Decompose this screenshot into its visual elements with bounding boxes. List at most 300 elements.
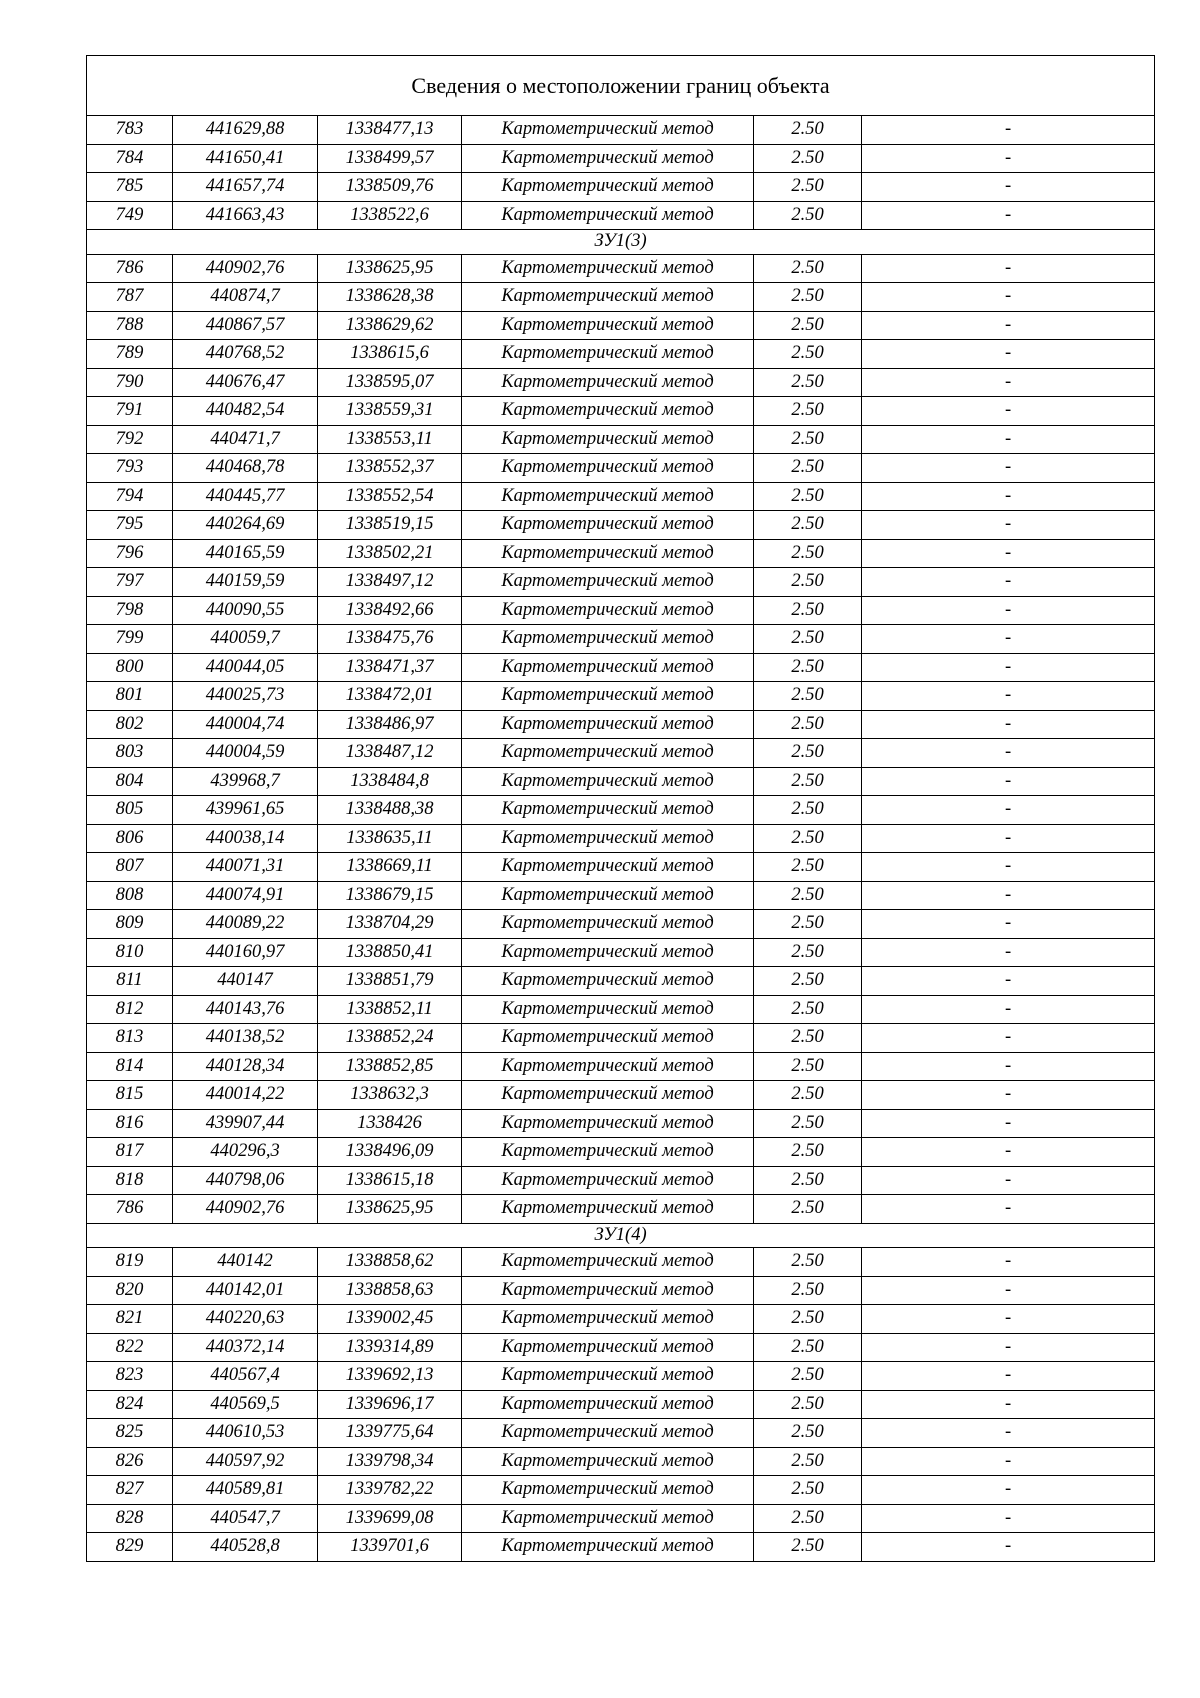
y-coordinate-cell: 1338858,63 xyxy=(318,1276,462,1305)
x-coordinate-cell: 439907,44 xyxy=(173,1109,318,1138)
y-coordinate-cell: 1338850,41 xyxy=(318,938,462,967)
accuracy-cell: 2.50 xyxy=(754,682,862,711)
point-number-cell: 798 xyxy=(87,596,173,625)
y-coordinate-cell: 1338559,31 xyxy=(318,397,462,426)
x-coordinate-cell: 439968,7 xyxy=(173,767,318,796)
y-coordinate-cell: 1338499,57 xyxy=(318,144,462,173)
point-number-cell: 826 xyxy=(87,1447,173,1476)
accuracy-cell: 2.50 xyxy=(754,116,862,145)
y-coordinate-cell: 1338484,8 xyxy=(318,767,462,796)
note-cell: - xyxy=(862,311,1155,340)
accuracy-cell: 2.50 xyxy=(754,1305,862,1334)
x-coordinate-cell: 440090,55 xyxy=(173,596,318,625)
method-cell: Картометрический метод xyxy=(462,596,754,625)
note-cell: - xyxy=(862,739,1155,768)
y-coordinate-cell: 1339314,89 xyxy=(318,1333,462,1362)
accuracy-cell: 2.50 xyxy=(754,1052,862,1081)
note-cell: - xyxy=(862,201,1155,230)
point-number-cell: 829 xyxy=(87,1533,173,1562)
method-cell: Картометрический метод xyxy=(462,397,754,426)
point-number-cell: 795 xyxy=(87,511,173,540)
point-number-cell: 784 xyxy=(87,144,173,173)
table-row xyxy=(87,682,1155,711)
table-row xyxy=(87,853,1155,882)
note-cell: - xyxy=(862,1419,1155,1448)
note-cell: - xyxy=(862,368,1155,397)
y-coordinate-cell: 1338852,24 xyxy=(318,1024,462,1053)
note-cell: - xyxy=(862,425,1155,454)
point-number-cell: 811 xyxy=(87,967,173,996)
y-coordinate-cell: 1338858,62 xyxy=(318,1248,462,1277)
accuracy-cell: 2.50 xyxy=(754,1533,862,1562)
point-number-cell: 821 xyxy=(87,1305,173,1334)
y-coordinate-cell: 1338625,95 xyxy=(318,254,462,283)
x-coordinate-cell: 440143,76 xyxy=(173,995,318,1024)
x-coordinate-cell: 440220,63 xyxy=(173,1305,318,1334)
note-cell: - xyxy=(862,682,1155,711)
x-coordinate-cell: 440059,7 xyxy=(173,625,318,654)
point-number-cell: 825 xyxy=(87,1419,173,1448)
accuracy-cell: 2.50 xyxy=(754,967,862,996)
note-cell: - xyxy=(862,596,1155,625)
table-row xyxy=(87,1476,1155,1505)
point-number-cell: 803 xyxy=(87,739,173,768)
table-row xyxy=(87,1109,1155,1138)
note-cell: - xyxy=(862,1305,1155,1334)
table-row xyxy=(87,173,1155,202)
table-row xyxy=(87,1052,1155,1081)
x-coordinate-cell: 440014,22 xyxy=(173,1081,318,1110)
table-row xyxy=(87,1248,1155,1277)
note-cell: - xyxy=(862,283,1155,312)
point-number-cell: 799 xyxy=(87,625,173,654)
point-number-cell: 787 xyxy=(87,283,173,312)
point-number-cell: 788 xyxy=(87,311,173,340)
point-number-cell: 801 xyxy=(87,682,173,711)
table-row xyxy=(87,1138,1155,1167)
table-row xyxy=(87,653,1155,682)
method-cell: Картометрический метод xyxy=(462,425,754,454)
note-cell: - xyxy=(862,710,1155,739)
method-cell: Картометрический метод xyxy=(462,144,754,173)
y-coordinate-cell: 1338552,37 xyxy=(318,454,462,483)
point-number-cell: 749 xyxy=(87,201,173,230)
point-number-cell: 797 xyxy=(87,568,173,597)
table-row xyxy=(87,596,1155,625)
method-cell: Картометрический метод xyxy=(462,995,754,1024)
note-cell: - xyxy=(862,254,1155,283)
note-cell: - xyxy=(862,824,1155,853)
method-cell: Картометрический метод xyxy=(462,568,754,597)
note-cell: - xyxy=(862,511,1155,540)
accuracy-cell: 2.50 xyxy=(754,340,862,369)
table-row xyxy=(87,1195,1155,1224)
accuracy-cell: 2.50 xyxy=(754,368,862,397)
accuracy-cell: 2.50 xyxy=(754,482,862,511)
note-cell: - xyxy=(862,1504,1155,1533)
note-cell: - xyxy=(862,1390,1155,1419)
x-coordinate-cell: 441629,88 xyxy=(173,116,318,145)
method-cell: Картометрический метод xyxy=(462,853,754,882)
note-cell: - xyxy=(862,1024,1155,1053)
y-coordinate-cell: 1338615,6 xyxy=(318,340,462,369)
x-coordinate-cell: 440142,01 xyxy=(173,1276,318,1305)
x-coordinate-cell: 440768,52 xyxy=(173,340,318,369)
y-coordinate-cell: 1339782,22 xyxy=(318,1476,462,1505)
accuracy-cell: 2.50 xyxy=(754,1024,862,1053)
table-row xyxy=(87,1024,1155,1053)
point-number-cell: 818 xyxy=(87,1166,173,1195)
point-number-cell: 822 xyxy=(87,1333,173,1362)
accuracy-cell: 2.50 xyxy=(754,995,862,1024)
y-coordinate-cell: 1338552,54 xyxy=(318,482,462,511)
table-row xyxy=(87,116,1155,145)
note-cell: - xyxy=(862,1333,1155,1362)
point-number-cell: 808 xyxy=(87,881,173,910)
method-cell: Картометрический метод xyxy=(462,796,754,825)
y-coordinate-cell: 1338426 xyxy=(318,1109,462,1138)
method-cell: Картометрический метод xyxy=(462,1081,754,1110)
table-row xyxy=(87,938,1155,967)
method-cell: Картометрический метод xyxy=(462,767,754,796)
method-cell: Картометрический метод xyxy=(462,824,754,853)
x-coordinate-cell: 440160,97 xyxy=(173,938,318,967)
note-cell: - xyxy=(862,1052,1155,1081)
table-row xyxy=(87,482,1155,511)
point-number-cell: 805 xyxy=(87,796,173,825)
accuracy-cell: 2.50 xyxy=(754,596,862,625)
y-coordinate-cell: 1338629,62 xyxy=(318,311,462,340)
accuracy-cell: 2.50 xyxy=(754,1166,862,1195)
point-number-cell: 819 xyxy=(87,1248,173,1277)
accuracy-cell: 2.50 xyxy=(754,938,862,967)
x-coordinate-cell: 440074,91 xyxy=(173,881,318,910)
x-coordinate-cell: 441650,41 xyxy=(173,144,318,173)
table-row xyxy=(87,995,1155,1024)
accuracy-cell: 2.50 xyxy=(754,1362,862,1391)
table-row xyxy=(87,539,1155,568)
accuracy-cell: 2.50 xyxy=(754,1476,862,1505)
accuracy-cell: 2.50 xyxy=(754,1447,862,1476)
note-cell: - xyxy=(862,910,1155,939)
accuracy-cell: 2.50 xyxy=(754,201,862,230)
table-row xyxy=(87,1504,1155,1533)
accuracy-cell: 2.50 xyxy=(754,283,862,312)
y-coordinate-cell: 1338553,11 xyxy=(318,425,462,454)
method-cell: Картометрический метод xyxy=(462,482,754,511)
table-row xyxy=(87,1362,1155,1391)
note-cell: - xyxy=(862,853,1155,882)
y-coordinate-cell: 1338475,76 xyxy=(318,625,462,654)
y-coordinate-cell: 1338852,11 xyxy=(318,995,462,1024)
method-cell: Картометрический метод xyxy=(462,1138,754,1167)
note-cell: - xyxy=(862,995,1155,1024)
table-row xyxy=(87,201,1155,230)
note-cell: - xyxy=(862,881,1155,910)
method-cell: Картометрический метод xyxy=(462,1248,754,1277)
x-coordinate-cell: 440128,34 xyxy=(173,1052,318,1081)
method-cell: Картометрический метод xyxy=(462,881,754,910)
x-coordinate-cell: 440597,92 xyxy=(173,1447,318,1476)
method-cell: Картометрический метод xyxy=(462,1305,754,1334)
y-coordinate-cell: 1338632,3 xyxy=(318,1081,462,1110)
y-coordinate-cell: 1339692,13 xyxy=(318,1362,462,1391)
y-coordinate-cell: 1338851,79 xyxy=(318,967,462,996)
accuracy-cell: 2.50 xyxy=(754,653,862,682)
accuracy-cell: 2.50 xyxy=(754,1276,862,1305)
y-coordinate-cell: 1338486,97 xyxy=(318,710,462,739)
y-coordinate-cell: 1339798,34 xyxy=(318,1447,462,1476)
note-cell: - xyxy=(862,967,1155,996)
point-number-cell: 823 xyxy=(87,1362,173,1391)
accuracy-cell: 2.50 xyxy=(754,1419,862,1448)
point-number-cell: 810 xyxy=(87,938,173,967)
accuracy-cell: 2.50 xyxy=(754,739,862,768)
accuracy-cell: 2.50 xyxy=(754,454,862,483)
table-row xyxy=(87,1447,1155,1476)
table-row xyxy=(87,625,1155,654)
point-number-cell: 817 xyxy=(87,1138,173,1167)
y-coordinate-cell: 1338492,66 xyxy=(318,596,462,625)
point-number-cell: 802 xyxy=(87,710,173,739)
y-coordinate-cell: 1338669,11 xyxy=(318,853,462,882)
y-coordinate-cell: 1338497,12 xyxy=(318,568,462,597)
method-cell: Картометрический метод xyxy=(462,653,754,682)
point-number-cell: 813 xyxy=(87,1024,173,1053)
x-coordinate-cell: 440482,54 xyxy=(173,397,318,426)
table-row xyxy=(87,1419,1155,1448)
point-number-cell: 807 xyxy=(87,853,173,882)
note-cell: - xyxy=(862,796,1155,825)
y-coordinate-cell: 1338509,76 xyxy=(318,173,462,202)
accuracy-cell: 2.50 xyxy=(754,796,862,825)
x-coordinate-cell: 440165,59 xyxy=(173,539,318,568)
note-cell: - xyxy=(862,568,1155,597)
table-row xyxy=(87,739,1155,768)
x-coordinate-cell: 440038,14 xyxy=(173,824,318,853)
note-cell: - xyxy=(862,397,1155,426)
method-cell: Картометрический метод xyxy=(462,938,754,967)
x-coordinate-cell: 440589,81 xyxy=(173,1476,318,1505)
x-coordinate-cell: 440874,7 xyxy=(173,283,318,312)
table-row xyxy=(87,881,1155,910)
section-label: ЗУ1(4) xyxy=(87,1223,1155,1248)
point-number-cell: 783 xyxy=(87,116,173,145)
method-cell: Картометрический метод xyxy=(462,1109,754,1138)
point-number-cell: 809 xyxy=(87,910,173,939)
y-coordinate-cell: 1338595,07 xyxy=(318,368,462,397)
x-coordinate-cell: 440071,31 xyxy=(173,853,318,882)
point-number-cell: 791 xyxy=(87,397,173,426)
point-number-cell: 824 xyxy=(87,1390,173,1419)
table-row xyxy=(87,967,1155,996)
note-cell: - xyxy=(862,539,1155,568)
point-number-cell: 820 xyxy=(87,1276,173,1305)
note-cell: - xyxy=(862,1447,1155,1476)
note-cell: - xyxy=(862,1166,1155,1195)
section-header-row xyxy=(87,1223,1155,1248)
accuracy-cell: 2.50 xyxy=(754,397,862,426)
table-title: Сведения о местоположении границ объекта xyxy=(87,56,1155,116)
accuracy-cell: 2.50 xyxy=(754,511,862,540)
point-number-cell: 827 xyxy=(87,1476,173,1505)
accuracy-cell: 2.50 xyxy=(754,881,862,910)
table-row xyxy=(87,397,1155,426)
accuracy-cell: 2.50 xyxy=(754,910,862,939)
table-row xyxy=(87,340,1155,369)
method-cell: Картометрический метод xyxy=(462,340,754,369)
method-cell: Картометрический метод xyxy=(462,539,754,568)
x-coordinate-cell: 440468,78 xyxy=(173,454,318,483)
point-number-cell: 828 xyxy=(87,1504,173,1533)
y-coordinate-cell: 1338615,18 xyxy=(318,1166,462,1195)
y-coordinate-cell: 1339701,6 xyxy=(318,1533,462,1562)
accuracy-cell: 2.50 xyxy=(754,1138,862,1167)
x-coordinate-cell: 440159,59 xyxy=(173,568,318,597)
y-coordinate-cell: 1338852,85 xyxy=(318,1052,462,1081)
table-row xyxy=(87,254,1155,283)
accuracy-cell: 2.50 xyxy=(754,824,862,853)
table-row xyxy=(87,1276,1155,1305)
accuracy-cell: 2.50 xyxy=(754,173,862,202)
point-number-cell: 786 xyxy=(87,254,173,283)
note-cell: - xyxy=(862,767,1155,796)
table-row xyxy=(87,1390,1155,1419)
note-cell: - xyxy=(862,454,1155,483)
y-coordinate-cell: 1338472,01 xyxy=(318,682,462,711)
table-row xyxy=(87,1333,1155,1362)
method-cell: Картометрический метод xyxy=(462,173,754,202)
method-cell: Картометрический метод xyxy=(462,1447,754,1476)
x-coordinate-cell: 440025,73 xyxy=(173,682,318,711)
y-coordinate-cell: 1338522,6 xyxy=(318,201,462,230)
method-cell: Картометрический метод xyxy=(462,454,754,483)
y-coordinate-cell: 1339775,64 xyxy=(318,1419,462,1448)
note-cell: - xyxy=(862,1533,1155,1562)
method-cell: Картометрический метод xyxy=(462,511,754,540)
table-row xyxy=(87,425,1155,454)
point-number-cell: 804 xyxy=(87,767,173,796)
x-coordinate-cell: 440902,76 xyxy=(173,254,318,283)
point-number-cell: 796 xyxy=(87,539,173,568)
x-coordinate-cell: 440528,8 xyxy=(173,1533,318,1562)
accuracy-cell: 2.50 xyxy=(754,144,862,173)
method-cell: Картометрический метод xyxy=(462,1476,754,1505)
method-cell: Картометрический метод xyxy=(462,201,754,230)
x-coordinate-cell: 440147 xyxy=(173,967,318,996)
x-coordinate-cell: 441657,74 xyxy=(173,173,318,202)
accuracy-cell: 2.50 xyxy=(754,425,862,454)
method-cell: Картометрический метод xyxy=(462,1276,754,1305)
x-coordinate-cell: 440372,14 xyxy=(173,1333,318,1362)
method-cell: Картометрический метод xyxy=(462,1024,754,1053)
table-row xyxy=(87,368,1155,397)
y-coordinate-cell: 1338625,95 xyxy=(318,1195,462,1224)
point-number-cell: 814 xyxy=(87,1052,173,1081)
y-coordinate-cell: 1338502,21 xyxy=(318,539,462,568)
point-number-cell: 792 xyxy=(87,425,173,454)
note-cell: - xyxy=(862,340,1155,369)
point-number-cell: 793 xyxy=(87,454,173,483)
point-number-cell: 815 xyxy=(87,1081,173,1110)
accuracy-cell: 2.50 xyxy=(754,311,862,340)
title-row xyxy=(87,56,1155,116)
y-coordinate-cell: 1338487,12 xyxy=(318,739,462,768)
accuracy-cell: 2.50 xyxy=(754,625,862,654)
method-cell: Картометрический метод xyxy=(462,910,754,939)
x-coordinate-cell: 439961,65 xyxy=(173,796,318,825)
point-number-cell: 806 xyxy=(87,824,173,853)
x-coordinate-cell: 440445,77 xyxy=(173,482,318,511)
table-row xyxy=(87,283,1155,312)
x-coordinate-cell: 440567,4 xyxy=(173,1362,318,1391)
method-cell: Картометрический метод xyxy=(462,368,754,397)
x-coordinate-cell: 440004,59 xyxy=(173,739,318,768)
method-cell: Картометрический метод xyxy=(462,710,754,739)
note-cell: - xyxy=(862,173,1155,202)
note-cell: - xyxy=(862,144,1155,173)
point-number-cell: 785 xyxy=(87,173,173,202)
table-row xyxy=(87,824,1155,853)
table-row xyxy=(87,1305,1155,1334)
method-cell: Картометрический метод xyxy=(462,1362,754,1391)
accuracy-cell: 2.50 xyxy=(754,853,862,882)
method-cell: Картометрический метод xyxy=(462,1533,754,1562)
table-body xyxy=(87,56,1155,1562)
method-cell: Картометрический метод xyxy=(462,254,754,283)
accuracy-cell: 2.50 xyxy=(754,1195,862,1224)
x-coordinate-cell: 440547,7 xyxy=(173,1504,318,1533)
point-number-cell: 790 xyxy=(87,368,173,397)
accuracy-cell: 2.50 xyxy=(754,568,862,597)
x-coordinate-cell: 440089,22 xyxy=(173,910,318,939)
x-coordinate-cell: 440264,69 xyxy=(173,511,318,540)
y-coordinate-cell: 1338488,38 xyxy=(318,796,462,825)
method-cell: Картометрический метод xyxy=(462,625,754,654)
table-row xyxy=(87,1533,1155,1562)
note-cell: - xyxy=(862,1276,1155,1305)
y-coordinate-cell: 1338477,13 xyxy=(318,116,462,145)
method-cell: Картометрический метод xyxy=(462,1052,754,1081)
x-coordinate-cell: 440867,57 xyxy=(173,311,318,340)
point-number-cell: 816 xyxy=(87,1109,173,1138)
accuracy-cell: 2.50 xyxy=(754,254,862,283)
note-cell: - xyxy=(862,482,1155,511)
accuracy-cell: 2.50 xyxy=(754,1333,862,1362)
x-coordinate-cell: 440610,53 xyxy=(173,1419,318,1448)
table-row xyxy=(87,1081,1155,1110)
section-label: ЗУ1(3) xyxy=(87,230,1155,255)
accuracy-cell: 2.50 xyxy=(754,767,862,796)
point-number-cell: 812 xyxy=(87,995,173,1024)
method-cell: Картометрический метод xyxy=(462,311,754,340)
y-coordinate-cell: 1339696,17 xyxy=(318,1390,462,1419)
boundary-coordinates-table xyxy=(86,55,1155,1562)
y-coordinate-cell: 1339699,08 xyxy=(318,1504,462,1533)
y-coordinate-cell: 1338704,29 xyxy=(318,910,462,939)
x-coordinate-cell: 440676,47 xyxy=(173,368,318,397)
method-cell: Картометрический метод xyxy=(462,682,754,711)
table-row xyxy=(87,144,1155,173)
point-number-cell: 800 xyxy=(87,653,173,682)
method-cell: Картометрический метод xyxy=(462,1166,754,1195)
x-coordinate-cell: 440471,7 xyxy=(173,425,318,454)
point-number-cell: 789 xyxy=(87,340,173,369)
note-cell: - xyxy=(862,1248,1155,1277)
x-coordinate-cell: 440296,3 xyxy=(173,1138,318,1167)
table-row xyxy=(87,796,1155,825)
accuracy-cell: 2.50 xyxy=(754,1390,862,1419)
